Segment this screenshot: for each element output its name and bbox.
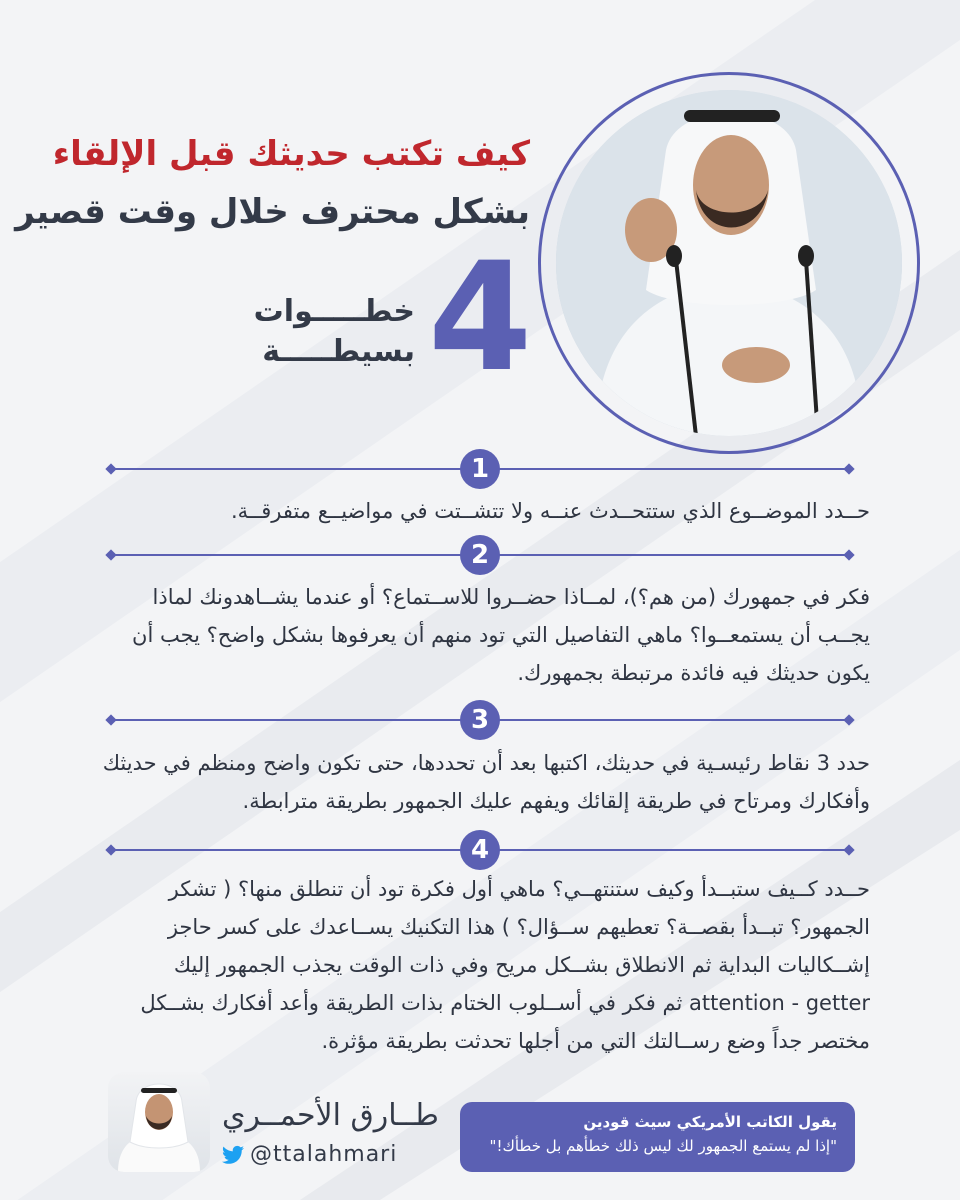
- step-number-1: 1: [460, 449, 500, 489]
- author-handle-row[interactable]: [222, 1142, 397, 1167]
- steps-line2: بسيطـــــة: [262, 334, 415, 369]
- author-name: طــارق الأحمــري: [222, 1098, 439, 1133]
- author-handle[interactable]: @ttalahmari: [250, 1142, 398, 1167]
- step-number-4: 4: [460, 830, 500, 870]
- quote-title: يقول الكاتب الأمريكي سيث قودين: [583, 1113, 837, 1131]
- big-number: 4: [428, 231, 533, 405]
- steps-line1: خطـــــوات: [253, 294, 415, 329]
- steps-label: [215, 292, 415, 372]
- step-number-2: 2: [460, 535, 500, 575]
- speaker-photo: [556, 90, 902, 436]
- step-text-3: حدد 3 نقاط رئيسـية في حديثك، اكتبها بعد أن تحددها، حتى تكون واضح ومنظم في حديثك وأفكارك ومرتاح في طريقة إلقائك ويفهم عليك الجمهور بطريقة مترابطة.: [102, 751, 870, 813]
- step-text-2: فكر في جمهورك (من هم؟)، لمــاذا حضــروا للاســتماع؟ أو عندما يشــاهدونك لماذا يجــب أن يستمعــوا؟ ماهي التفاصيل التي تود منهم أن يعرفوها بشكل واضح؟ يجب أن يكون حديثك فيه فائدة مرتبطة بجمهورك.: [132, 585, 870, 685]
- twitter-icon: [222, 1145, 244, 1165]
- author-avatar: [108, 1072, 210, 1172]
- step-text-1: حــدد الموضــوع الذي ستتحــدث عنــه ولا تتشــتت في مواضيــع متفرقــة.: [230, 499, 870, 523]
- step-number-3: 3: [460, 700, 500, 740]
- step-text-4: حــدد كــيف ستبــدأ وكيف ستنتهــي؟ ماهي أول فكرة تود أن تنطلق منها؟ ( تشكر الجمهور؟ تبــدأ بقصــة؟ تعطيهم ســؤال؟ ) هذا التكنيك يســاعدك على كسر حاجز إشــكاليات البداية ثم الانطلاق بشــكل مريح وفي ذات الوقت يجذب الجمهور إليك attention - getter ثم فكر في أســلوب الختام بذات الطريقة وأعد أفكارك بشــكل مختصر جداً وضع رســالتك التي من أجلها تحدثت بطريقة مؤثرة.: [140, 877, 870, 1053]
- page-subtitle: بشكل محترف خلال وقت قصير: [15, 192, 530, 232]
- quote-text: "إذا لم يستمع الجمهور لك ليس ذلك خطأهم بل خطأك!": [489, 1137, 837, 1155]
- quote-box: [460, 1102, 855, 1172]
- page-title: كيف تكتب حديثك قبل الإلقاء: [52, 134, 530, 174]
